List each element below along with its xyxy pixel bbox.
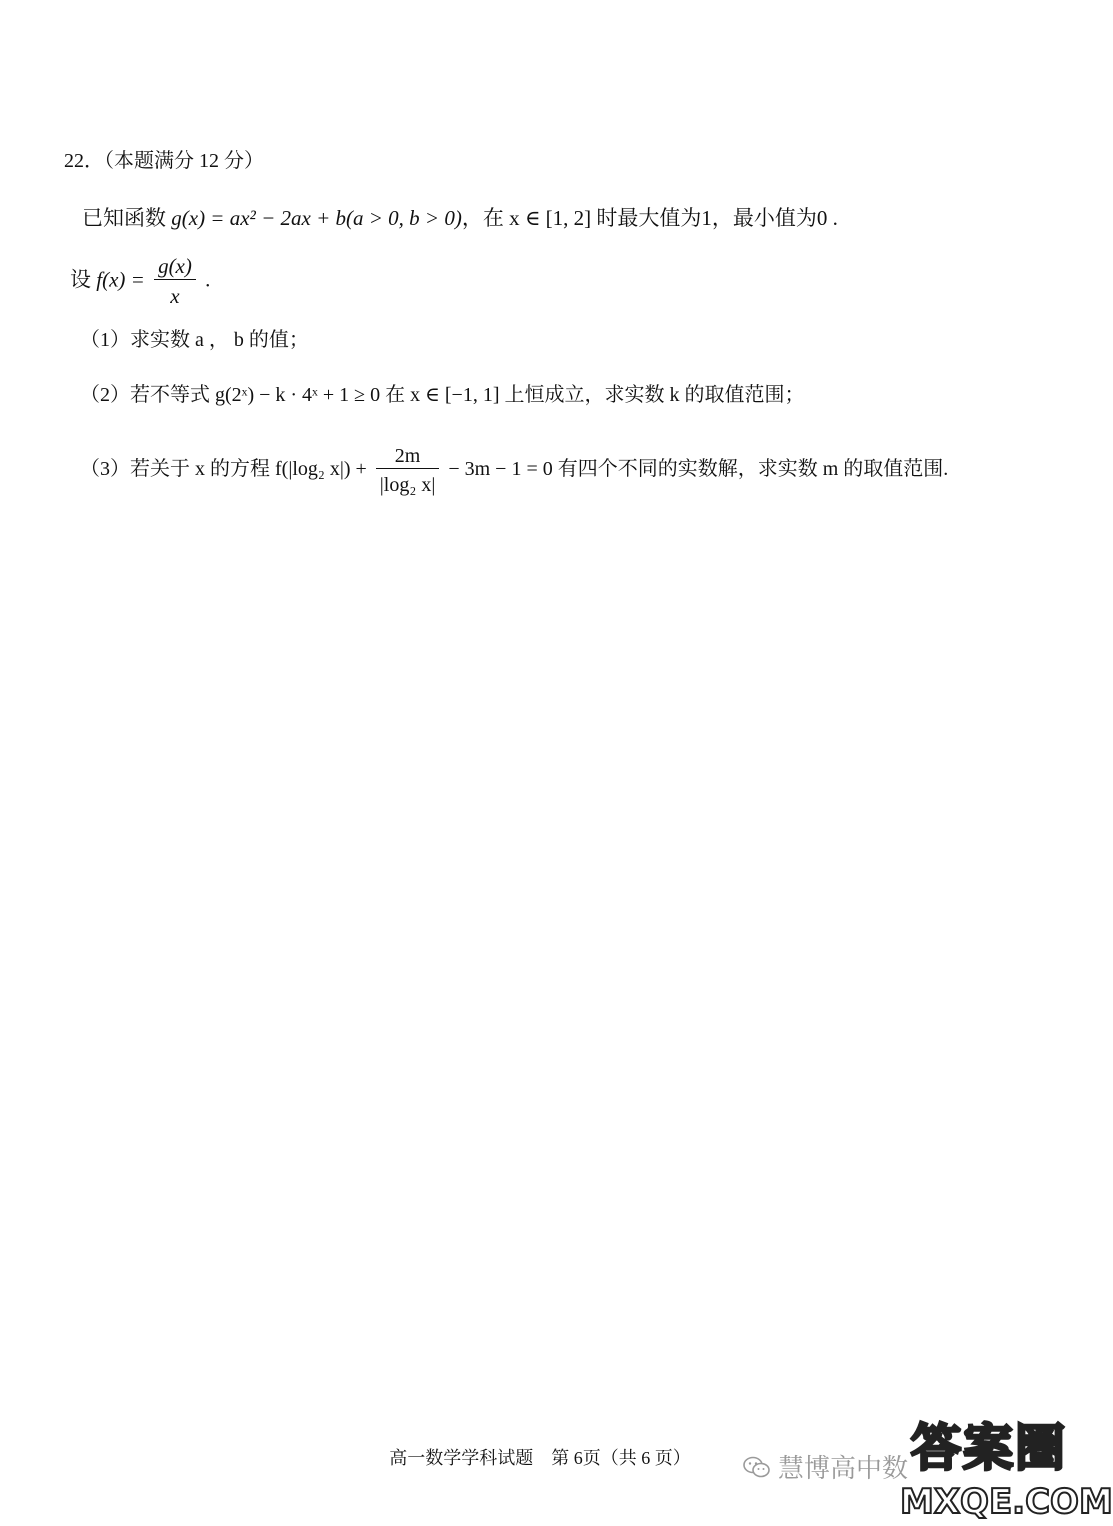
- question-intro: [82, 208, 838, 229]
- question-header: 22．（本题满分 12 分）: [64, 150, 264, 172]
- define-numerator: g(x): [154, 256, 196, 280]
- part3-prefix: （3）若关于 x 的方程 f(|log₂ x|) +: [80, 458, 367, 481]
- define-end: .: [205, 267, 211, 292]
- define-prefix: 设: [70, 267, 91, 292]
- watermark-text: 慧博高中数: [778, 1454, 909, 1484]
- define-f: [70, 256, 210, 307]
- site-logo: [900, 1418, 1113, 1524]
- watermark: [742, 1448, 908, 1485]
- part3-suffix: − 3m − 1 = 0 有四个不同的实数解，求实数 m 的取值范围.: [448, 458, 949, 481]
- part3-numerator: 2m: [376, 446, 440, 469]
- define-lhs: f(x) =: [96, 267, 145, 292]
- intro-prefix: 已知函数: [82, 206, 166, 230]
- part3-denominator: |log₂ x|: [379, 474, 436, 496]
- define-fraction: [154, 256, 196, 307]
- logo-top-text: 答案圈: [911, 1419, 1067, 1477]
- logo-bottom-text: MXQE.COM: [900, 1482, 1113, 1522]
- part-1: （1）求实数 a ， b 的值；: [80, 329, 309, 351]
- part-3: [80, 446, 948, 495]
- part3-fraction: [376, 446, 440, 495]
- intro-suffix: ，在 x ∈ [1, 2] 时最大值为1，最小值为0 .: [461, 206, 838, 230]
- intro-function: g(x) = ax² − 2ax + b(a > 0, b > 0): [171, 206, 462, 230]
- part-2: （2）若不等式 g(2ˣ) − k · 4ˣ + 1 ≥ 0 在 x ∈ [−1, 1] 上恒成立，求实数 k 的取值范围；: [80, 384, 805, 406]
- page-footer: 高一数学学科试题 第 6页（共 6 页）: [389, 1448, 691, 1468]
- wechat-icon: [742, 1455, 772, 1479]
- define-denominator: x: [170, 284, 180, 308]
